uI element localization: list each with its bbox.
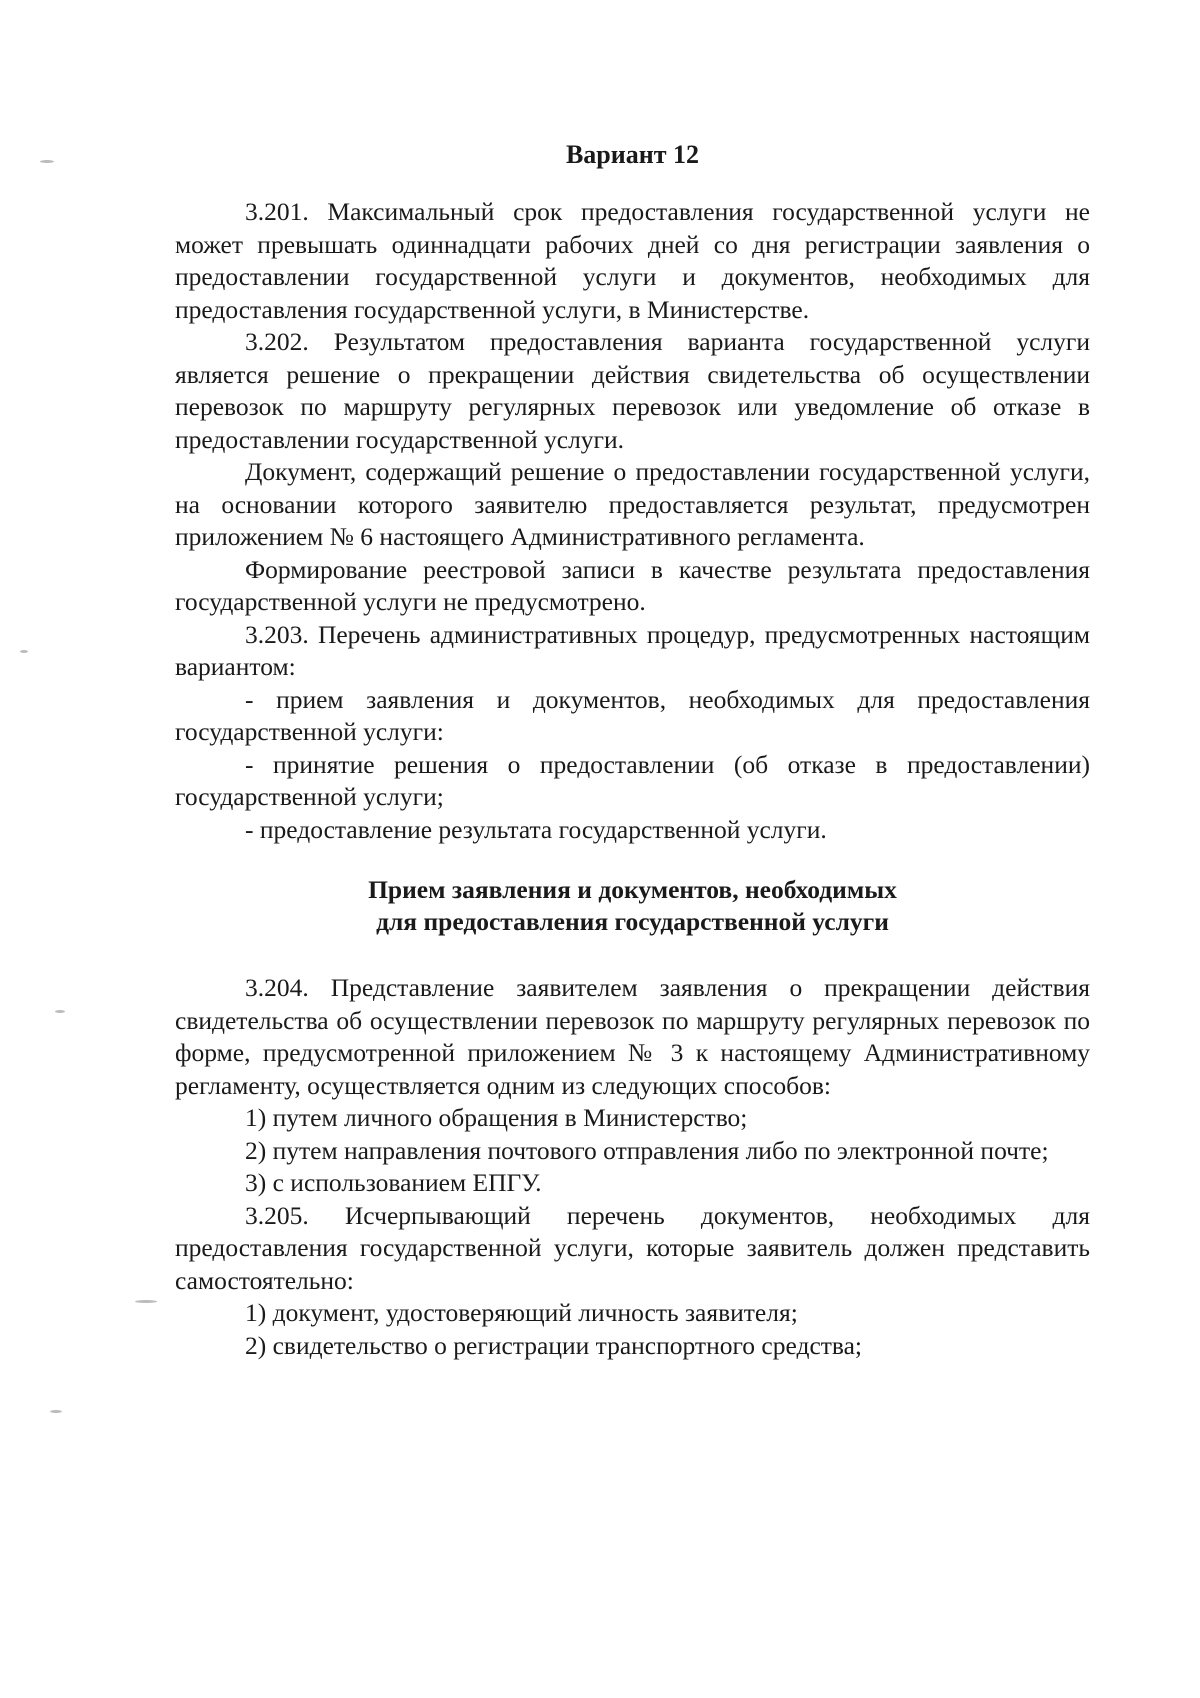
scan-speck: [50, 1410, 62, 1413]
paragraph-3-201: 3.201. Максимальный срок предоставления государственной услуги не может превышать одиннадцати рабочих дней со дня регистрации заявления о предоставлении государственной услуги и документов, необходимых для предоставления государственной услуги, в Министерстве.: [175, 197, 1090, 324]
list-item-document-1: 1) документ, удостоверяющий личность заявителя;: [245, 1298, 798, 1327]
section-heading-line-1: Прием заявления и документов, необходимых: [368, 875, 897, 904]
paragraph-3-205: 3.205. Исчерпывающий перечень документов, необходимых для предоставления государственной услуги, которые заявитель должен представить самостоятельно:: [175, 1200, 1090, 1295]
document-title: Вариант 12: [565, 140, 700, 169]
section-heading-line-2: для предоставления государственной услуги: [376, 907, 889, 936]
paragraph-3-202: 3.202. Результатом предоставления варианта государственной услуги является решение о прекращении действия свидетельства об осуществлении перевозок по маршруту регулярных перевозок или уведомление об отказе в предоставлении государственной услуги.: [175, 327, 1090, 454]
list-item-method-3: 3) с использованием ЕПГУ.: [245, 1168, 542, 1197]
scan-speck: [55, 1010, 65, 1013]
list-item-document-2: 2) свидетельство о регистрации транспортного средства;: [245, 1330, 863, 1360]
list-item-procedure-2: - принятие решения о предоставлении (об отказе в предоставлении) государственной услуги;: [175, 749, 1090, 811]
list-item-method-2: 2) путем направления почтового отправления либо по электронной почте;: [245, 1135, 1049, 1165]
paragraph-result-document: Документ, содержащий решение о предоставлении государственной услуги, на основании которого заявителю предоставляется результат, предусмотрен приложением № 6 настоящего Административного регламента.: [175, 457, 1090, 551]
paragraph-3-204: 3.204. Представление заявителем заявления о прекращении действия свидетельства об осуществлении перевозок по маршруту регулярных перевозок по форме, предусмотренной приложением № 3 к настоящему Административному регламенту, осуществляется одним из следующих способов:: [175, 973, 1090, 1100]
paragraph-registry-record: Формирование реестровой записи в качестве результата предоставления государственной услуги не предусмотрено.: [175, 554, 1090, 616]
list-item-method-1: 1) путем личного обращения в Министерство;: [245, 1103, 748, 1132]
list-item-procedure-1: - прием заявления и документов, необходимых для предоставления государственной услуги:: [175, 684, 1090, 746]
paragraph-3-203: 3.203. Перечень административных процедур, предусмотренных настоящим вариантом:: [175, 619, 1090, 681]
section-heading: [175, 874, 1090, 938]
scan-speck: [40, 160, 54, 163]
list-item-procedure-3: - предоставление результата государственной услуги.: [245, 814, 827, 844]
scan-speck: [135, 1300, 157, 1303]
scan-speck: [20, 650, 28, 653]
